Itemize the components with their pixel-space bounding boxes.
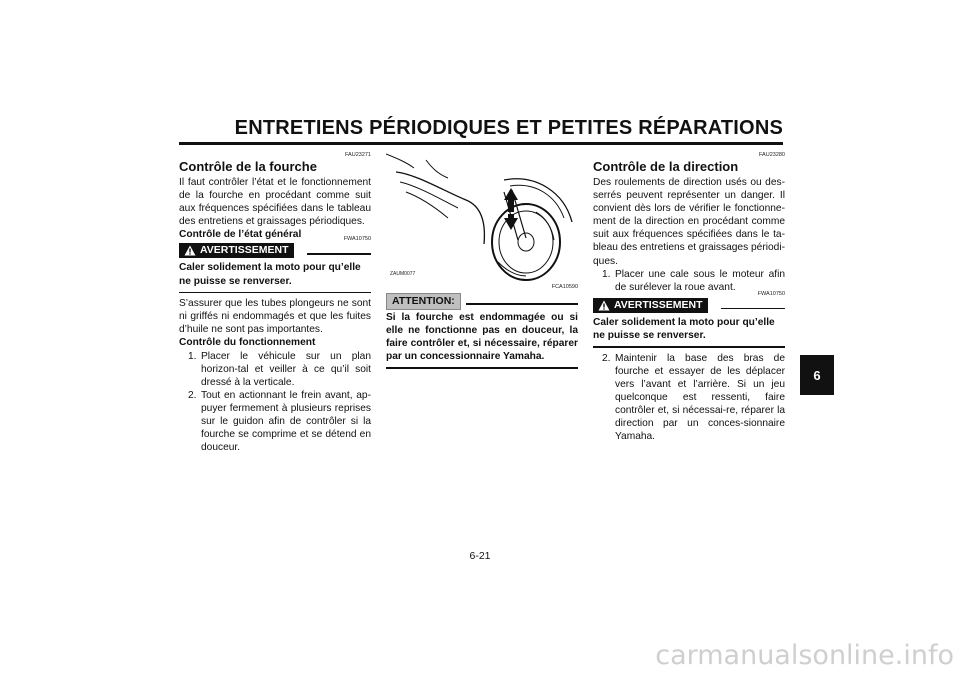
list-item — [593, 268, 785, 294]
warning-badge — [179, 243, 294, 258]
steering-steps-list-a — [593, 268, 785, 294]
step-text: Placer une cale sous le moteur afin de surélever la roue avant. — [615, 268, 785, 293]
step-text: Placer le véhicule sur un plan horizon-tal et veiller à ce qu’il soit dressé à la verticale. — [201, 350, 371, 388]
scooter-fork-drawing — [386, 152, 578, 282]
attention-line — [466, 303, 578, 305]
list-item — [593, 352, 785, 444]
section-title-steering: Contrôle de la direction — [593, 159, 739, 174]
warning-header — [593, 290, 785, 316]
step-number: 1. — [188, 350, 197, 362]
steering-steps-list-b — [593, 352, 785, 444]
attention-header — [386, 293, 578, 311]
steering-intro: Des roulements de direction usés ou des-serrés peuvent représenter un danger. Il convient dès lors de vérifier le fonctionne-ment de la direction en procédant comme suit aux fréquences spécifiées dans le ta-bleau des entretiens et graissages périodi-ques. — [593, 177, 785, 267]
list-item — [179, 389, 371, 454]
step-number: 1. — [602, 268, 611, 280]
section-title-fork: Contrôle de la fourche — [179, 159, 317, 174]
warning-end-rule — [179, 292, 371, 294]
step-number: 2. — [188, 389, 197, 401]
column-fork-check — [179, 152, 371, 454]
attention-badge: ATTENTION: — [386, 293, 461, 310]
illustration-code: ZAUM0077 — [390, 271, 416, 277]
column-illustration — [386, 152, 578, 373]
fork-intro: Il faut contrôler l’état et le fonctionnement de la fourche en procédant comme suit aux fréquences spécifiées dans le tableau des entretiens et graissages périodiques. — [179, 177, 371, 228]
warning-code: FWA10750 — [343, 236, 371, 243]
warning-text: Caler solidement la moto pour qu’elle ne puisse se renverser. — [179, 262, 361, 287]
warning-header — [179, 236, 371, 261]
list-item — [179, 350, 371, 389]
column-steering-check — [593, 152, 785, 443]
warning-triangle-icon — [184, 245, 196, 256]
warning-end-rule — [593, 346, 785, 348]
warning-code: FWA10750 — [757, 290, 785, 297]
page-header — [179, 117, 783, 147]
page-number: 6-21 — [469, 550, 491, 562]
fork-steps-list — [179, 350, 371, 455]
subhead-general-condition: Contrôle de l’état général — [179, 229, 302, 241]
watermark: carmanualsonline.info — [655, 640, 954, 671]
warning-badge — [593, 298, 708, 313]
section-code: FAU23280 — [759, 152, 785, 158]
warning-label: AVERTISSEMENT — [614, 298, 703, 311]
warning-triangle-icon — [598, 300, 610, 311]
attention-text: Si la fourche est endommagée ou si elle ne fonctionne pas en douceur, la faire contrôler et, si nécessaire, réparer par un concessionnaire Yamaha. — [386, 312, 578, 363]
step-text: Maintenir la base des bras de fourche et essayer de les déplacer vers l’avant et l’arrière. Si un jeu quelconque est ressenti, faire contrôler et, si nécessai-re, réparer la direction par un conces-sionnaire Yamaha. — [615, 352, 785, 443]
warning-text: Caler solidement la moto pour qu’elle ne puisse se renverser. — [593, 316, 775, 341]
warning-line — [721, 308, 785, 310]
chapter-side-tab: 6 — [800, 355, 834, 395]
scooter-front-illustration — [386, 152, 578, 282]
warning-label: AVERTISSEMENT — [200, 244, 289, 257]
subhead-operation-check: Contrôle du fonctionnement — [179, 337, 316, 349]
attention-end-rule — [386, 367, 578, 369]
page-title: ENTRETIENS PÉRIODIQUES ET PETITES RÉPARATIONS — [234, 117, 783, 139]
step-text: Tout en actionnant le frein avant, ap-puyer fermement à plusieurs reprises sur le guidon afin de contrôler si la fourche se comprime et se détend en douceur. — [201, 389, 371, 454]
attention-code: FCA10590 — [551, 284, 578, 290]
fork-inspection-text: S’assurer que les tubes plongeurs ne sont ni griffés ni endommagés et que les fuites d’huile ne sont pas importantes. — [179, 298, 371, 336]
section-code: FAU23271 — [345, 152, 371, 158]
step-number: 2. — [602, 352, 611, 364]
warning-line — [307, 253, 371, 255]
header-rule — [179, 142, 783, 145]
